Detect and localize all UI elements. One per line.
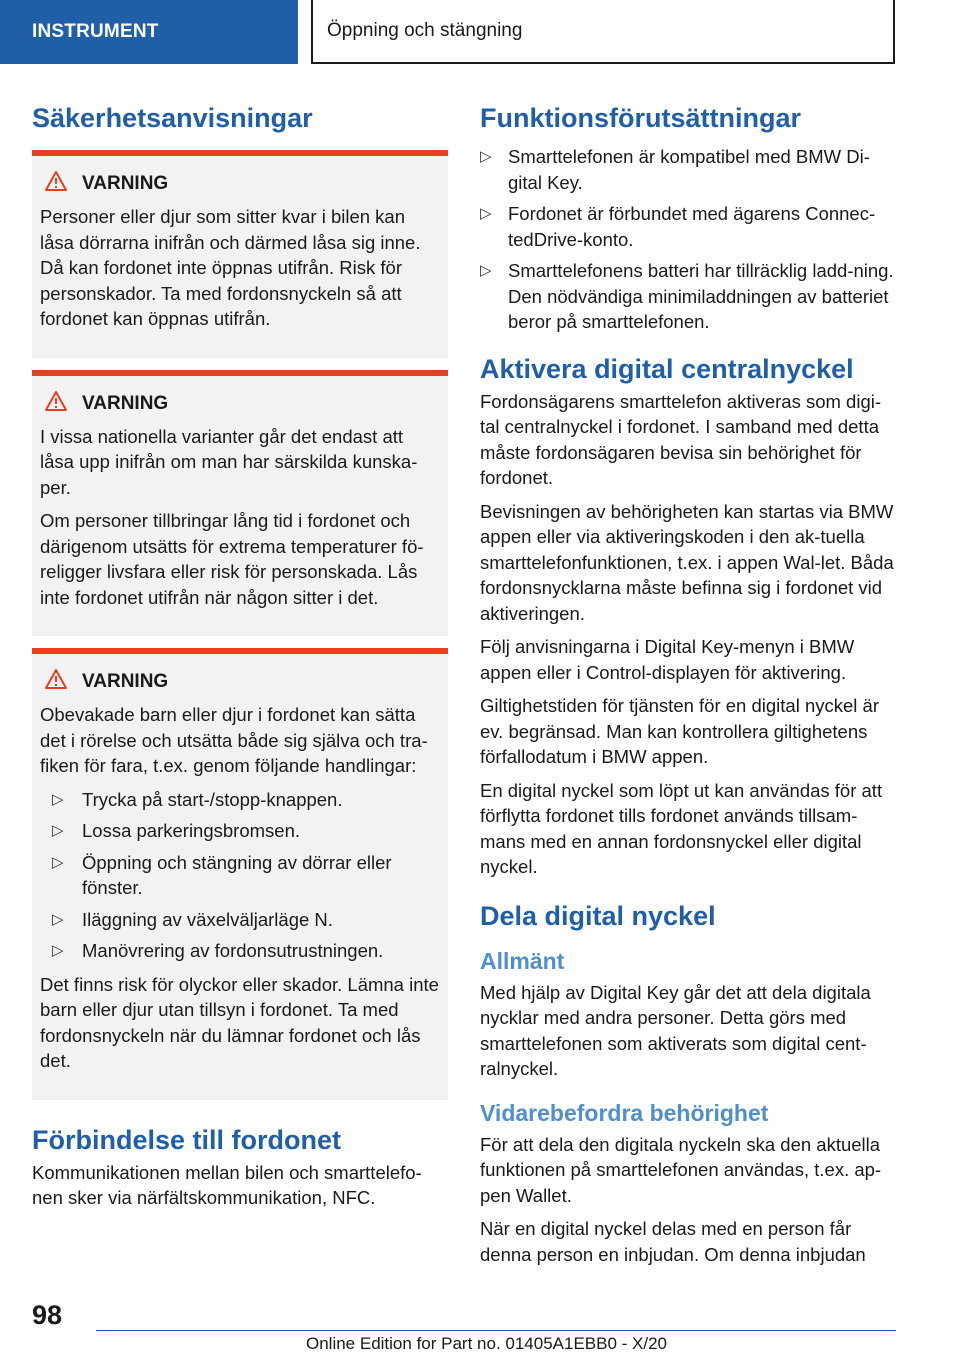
triangle-bullet-icon: ▷ — [52, 790, 64, 808]
footer-divider — [96, 1330, 896, 1331]
triangle-bullet-icon: ▷ — [480, 205, 492, 222]
triangle-bullet-icon: ▷ — [480, 148, 492, 165]
connection-text: Kommunikationen mellan bilen och smarttelefo-nen sker via närfältskommunikation, NFC. — [32, 1161, 422, 1208]
warning-title — [40, 390, 440, 418]
action-list — [40, 787, 440, 964]
share-heading: Dela digital nyckel — [480, 900, 716, 931]
list-item: ▷ Iläggning av växelväljarläge N. — [40, 907, 440, 933]
requirements-heading: Funktionsförutsättningar — [480, 103, 801, 133]
warning-triangle-icon — [44, 170, 82, 198]
triangle-bullet-icon: ▷ — [52, 822, 64, 839]
warning-label: VARNING — [82, 173, 169, 194]
list-item: ▷ Smarttelefonens batteri har tillräcklig ladd-ning. Den nödvändiga minimiladdningen av batteriet beror på smarttelefonen. — [480, 260, 894, 332]
safety-heading: Säkerhetsanvisningar — [32, 103, 313, 133]
right-column — [480, 100, 896, 1275]
section-tab — [0, 0, 298, 64]
warning-text: Om personer tillbringar lång tid i fordonet och därigenom utsätts för extrema temperaturer fö-religger livsfara eller risk för personskada. Lås inte fordonet utifrån när någon sitter i det. — [40, 510, 424, 608]
warning-triangle-icon — [44, 668, 82, 696]
triangle-bullet-icon: ▷ — [52, 910, 64, 928]
forward-subheading: Vidarebefordra behörighet — [480, 1099, 769, 1126]
warning-triangle-icon — [44, 390, 82, 418]
connection-heading: Förbindelse till fordonet — [32, 1124, 341, 1155]
paragraph: Följ anvisningarna i Digital Key-menyn i BMW appen eller i Control-displayen för aktivering. — [480, 636, 855, 683]
paragraph: En digital nyckel som löpt ut kan användas för att förflytta fordonet tills fordonet används tillsam-mans med en annan fordonsnyckel eller digital nyckel. — [480, 779, 883, 877]
paragraph: Fordonsägarens smarttelefon aktiveras som digi-tal centralnyckel i fordonet. I samband med detta måste fordonsägaren bevisa sin behörighet för fordonet. — [480, 390, 882, 488]
chapter-title: Öppning och stängning — [327, 20, 523, 41]
list-item: ▷ Öppning och stängning av dörrar eller fönster. — [52, 851, 392, 898]
warning-box-1 — [32, 150, 448, 358]
triangle-bullet-icon: ▷ — [480, 262, 492, 279]
warning-label: VARNING — [82, 392, 169, 414]
list-item: ▷ Fordonet är förbundet med ägarens Connec-tedDrive-konto. — [480, 203, 876, 250]
list-item: ▷ Manövrering av fordonsutrustningen. — [40, 938, 440, 964]
paragraph: När en digital nyckel delas med en person får denna person en inbjudan. Om denna inbjudan — [480, 1218, 866, 1265]
left-column — [32, 100, 448, 1219]
page-number: 98 — [32, 1300, 63, 1330]
list-item: ▷ Lossa parkeringsbromsen. — [40, 818, 440, 844]
warning-text: I vissa nationella varianter går det endast att låsa upp inifrån om man har särskilda kunska-per. — [40, 425, 418, 498]
paragraph: Giltighetstiden för tjänsten för en digital nyckel är ev. begränsad. Man kan kontrollera giltighetens förfallodatum i BMW appen. — [480, 695, 879, 767]
warning-label: VARNING — [82, 671, 169, 692]
chapter-header — [311, 0, 895, 64]
list-item: ▷ Smarttelefonen är kompatibel med BMW Di-gital Key. — [480, 146, 870, 193]
triangle-bullet-icon: ▷ — [52, 853, 64, 871]
warning-box-3 — [32, 648, 448, 1100]
requirements-list — [480, 144, 896, 335]
activate-heading: Aktivera digital centralnyckel — [480, 353, 854, 384]
triangle-bullet-icon: ▷ — [52, 942, 64, 959]
paragraph: För att dela den digitala nyckeln ska den aktuella funktionen på smarttelefonen användas, t.ex. ap-pen Wallet. — [480, 1133, 882, 1206]
warning-text: Personer eller djur som sitter kvar i bilen kan låsa dörrarna inifrån och därmed låsa sig inne. Då kan fordonet inte öppnas utifrån. Risk för personskador. Ta med fordonsnyckeln så att fordonet kan öppnas utifrån. — [40, 206, 421, 329]
paragraph: Med hjälp av Digital Key går det att dela digitala nycklar med andra personer. Detta görs med smarttelefonen som aktiverats som digital cent-ralnyckel. — [480, 981, 871, 1079]
warning-text: Det finns risk för olyckor eller skador. Lämna inte barn eller djur utan tillsyn i fordonet. Ta med fordonsnyckeln när du lämnar fordonet och lås det. — [40, 973, 439, 1071]
footer-edition: Online Edition for Part no. 01405A1EBB0 - X/20 — [306, 1334, 668, 1353]
general-subheading: Allmänt — [480, 947, 565, 974]
warning-title — [40, 668, 440, 696]
warning-title — [40, 170, 440, 198]
warning-box-2 — [32, 370, 448, 637]
warning-text: Obevakade barn eller djur i fordonet kan sätta det i rörelse och utsätta både sig själva och tra-fiken för fara, t.ex. genom följande handlingar: — [40, 704, 428, 776]
section-title: INSTRUMENT — [32, 21, 159, 42]
paragraph: Bevisningen av behörigheten kan startas via BMW appen eller via aktiveringskoden i den ak-tuella smarttelefonfunktionen, t.ex. i appen Wal-let. Båda fordonsnycklarna måste befinna sig i fordonet vid aktiveringen. — [480, 500, 894, 624]
list-item: ▷ Trycka på start-/stopp-knappen. — [40, 787, 440, 813]
